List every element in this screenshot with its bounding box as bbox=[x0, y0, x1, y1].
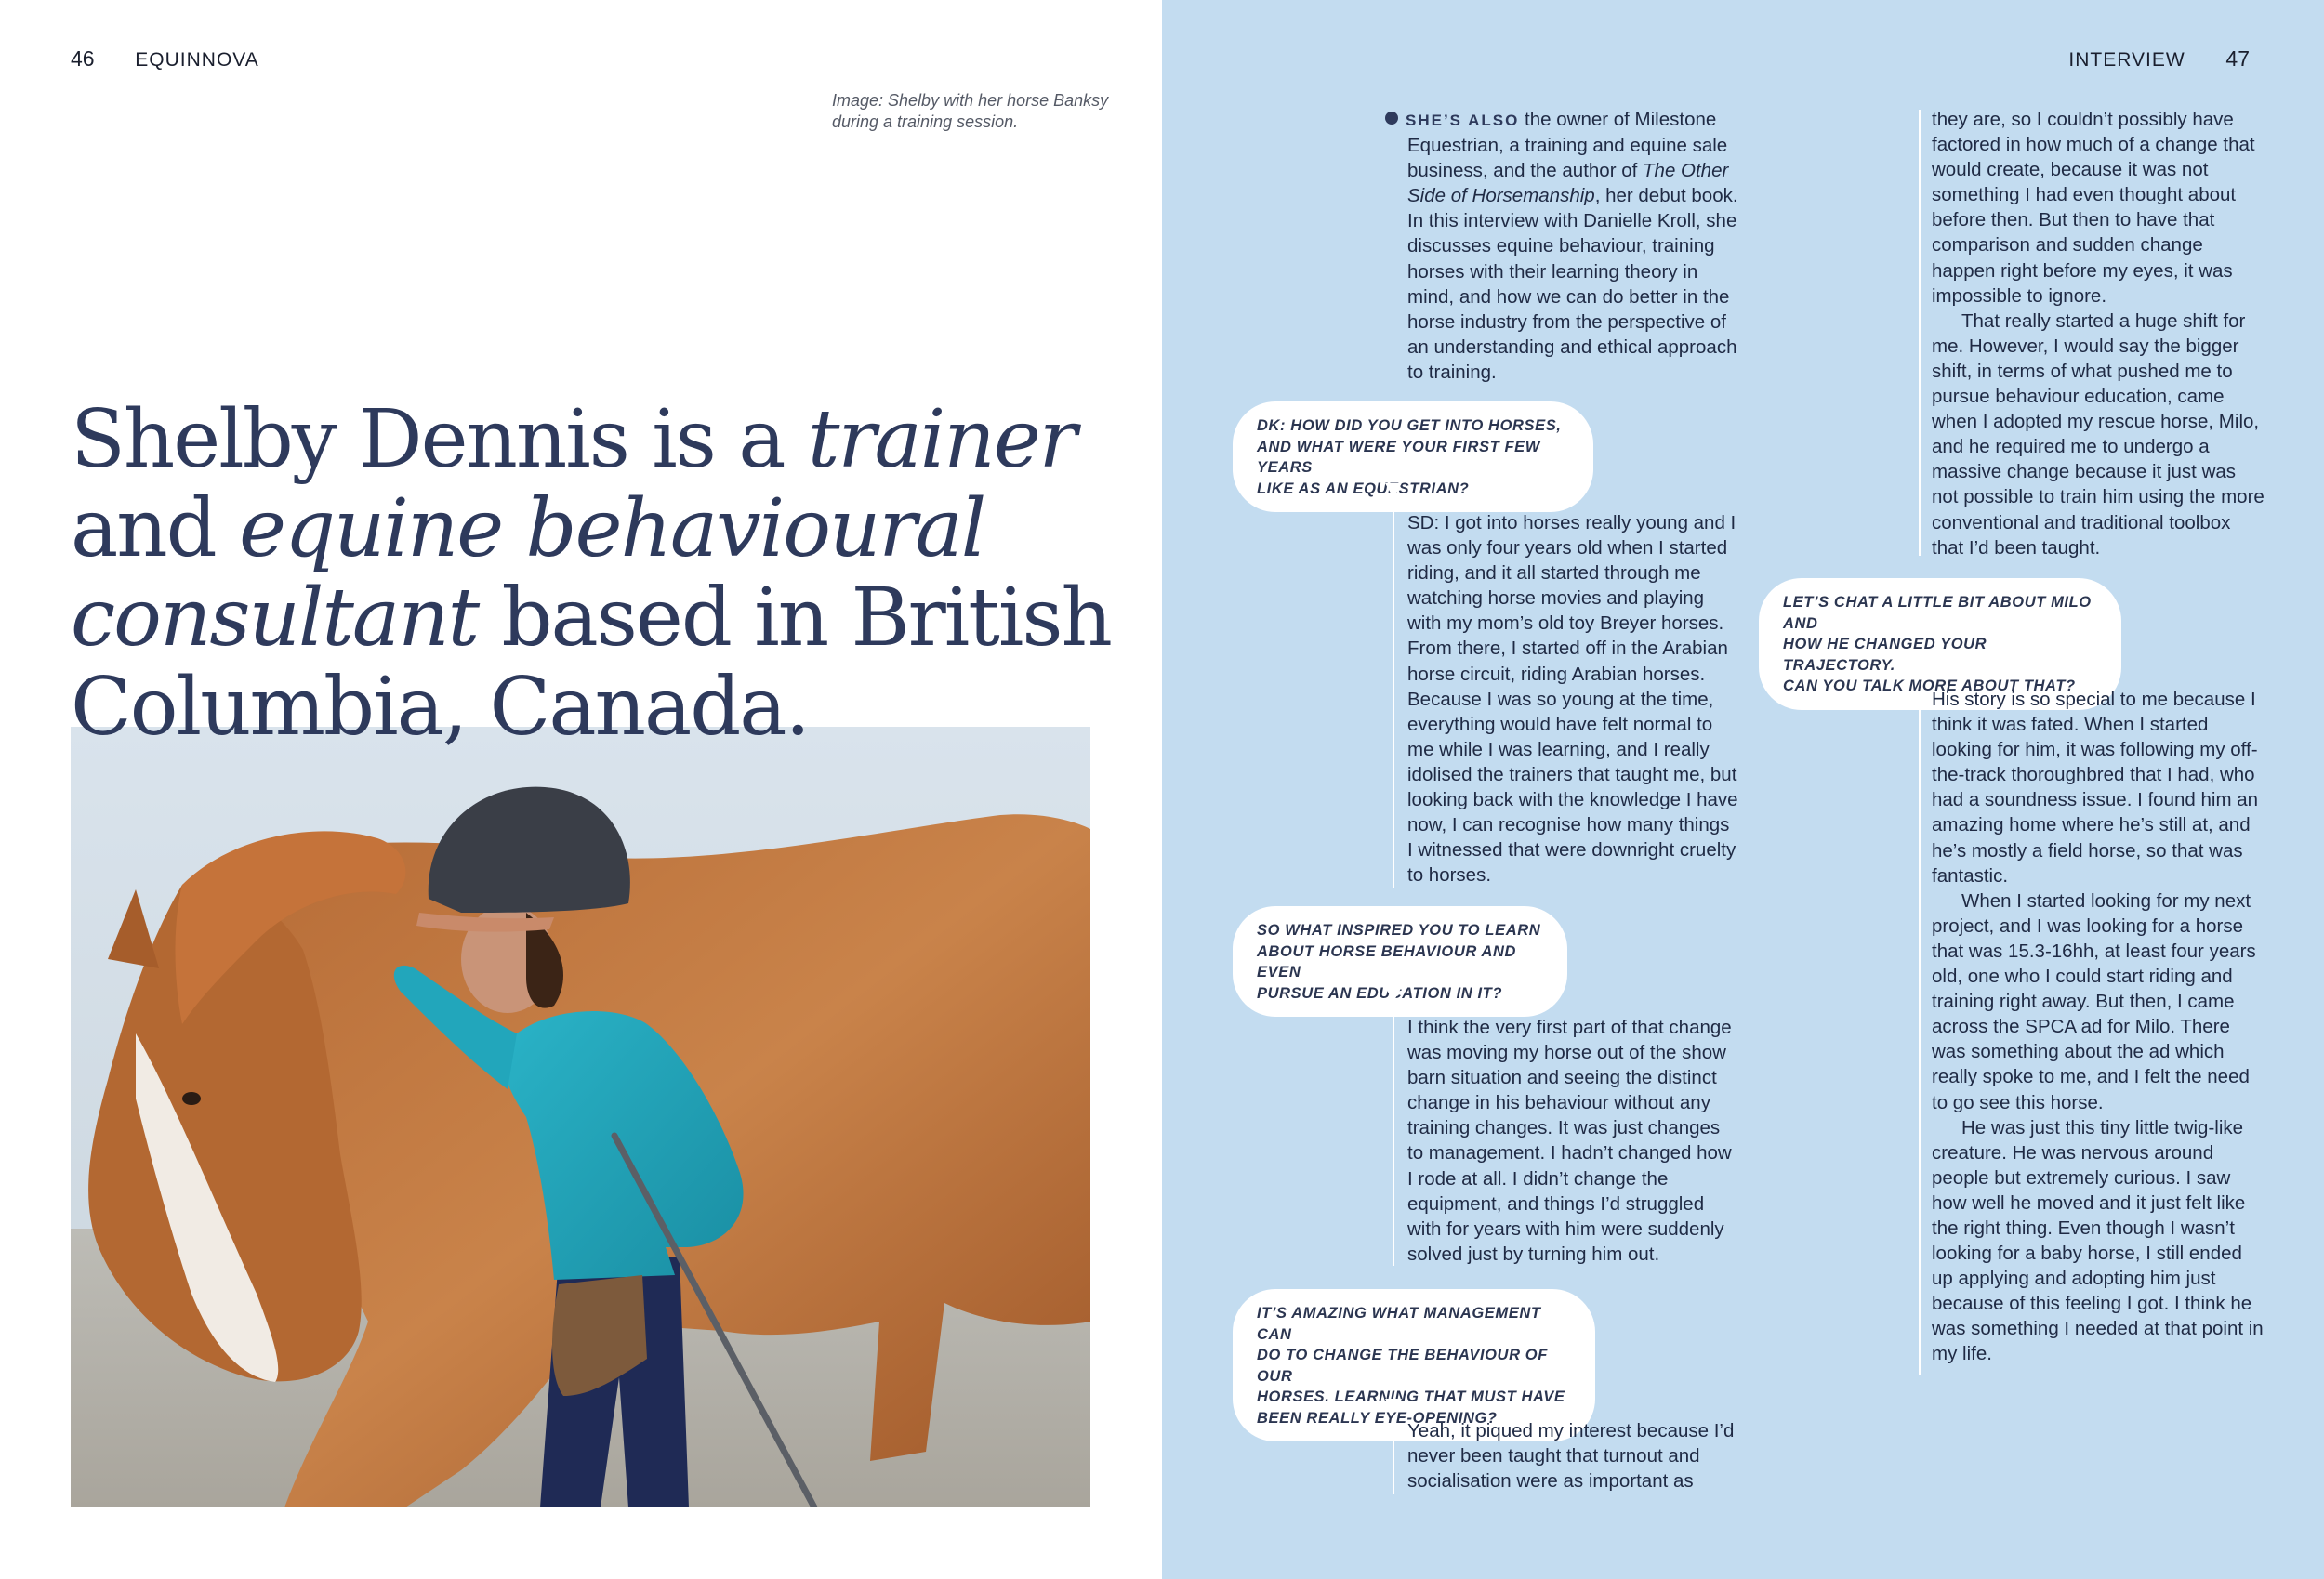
answer-1 bbox=[1407, 510, 1738, 888]
answer-4-paragraph-3: He was just this tiny little twig-like creature. He was nervous around people but extremely curious. I saw how well he moved and it just felt like the right thing. Even though I wasn’t looking for a baby horse, I still ended up applying and adopting him just because of this feeling I got. I think he was something I needed at that point in my life. bbox=[1932, 1116, 2264, 1365]
intro-text-2: , her debut book. In this interview with Danielle Kroll, she discusses equine behaviour, training horses with their learning theory in mind, and how we can do better in the horse industry from the perspective of an understanding and ethical approach to training. bbox=[1407, 185, 1738, 383]
answer-3-continued bbox=[1932, 107, 2266, 560]
column-2-top-rule bbox=[1919, 110, 1921, 556]
right-page-number: 47 bbox=[2225, 46, 2250, 71]
headline-part-1: Shelby Dennis is a bbox=[71, 393, 808, 486]
headline bbox=[71, 395, 1121, 752]
question-2-text: SO WHAT INSPIRED YOU TO LEARN ABOUT HORSE BEHAVIOUR AND EVEN PURSUE AN EDUCATION IN IT? bbox=[1257, 922, 1541, 1002]
question-3-tail bbox=[1385, 1399, 1402, 1414]
horse-trainer-photo bbox=[71, 727, 1090, 1507]
question-3-text: IT’S AMAZING WHAT MANAGEMENT CAN DO TO CHANGE THE BEHAVIOUR OF OUR HORSES. LEARNING THAT MUST HAVE BEEN REALLY EYE-OPENING? bbox=[1257, 1305, 1565, 1427]
answer-4-paragraph-1: His story is so special to me because I think it was fated. When I started looking for him, it was following my off-the-track thoroughbred that I had, who had a soundness issue. I found him an amazing home where he’s still at, and he’s mostly a field horse, so that was fantastic. bbox=[1932, 689, 2259, 887]
left-folio bbox=[71, 46, 259, 72]
answer-4-paragraph-2: When I started looking for my next project, and I was looking for a horse that was 15.3-16hh, at least four years old, one who I could start riding and training right away. But then, I came across the SPCA ad for Milo. There was something about the ad which really spoke to me, and I felt the need to go see this horse. bbox=[1932, 889, 2256, 1113]
headline-part-3: based in British Columbia, Canada. bbox=[71, 572, 1111, 754]
answer-1-text: SD: I got into horses really young and I was only four years old when I started riding, and it all started through me watching horse movies and playing with my mom’s old toy Breyer horses. From there, I started off in the Arabian horse circuit, riding Arabian horses. Because I was so young at the time, everything would have felt normal to me while I was learning, and I really idolised the trainers that taught me, but looking back with the knowledge I have now, I can recognise how many things I witnessed that were downright cruelty to horses. bbox=[1407, 512, 1738, 887]
photo-caption: Image: Shelby with her horse Banksy during a training session. bbox=[832, 91, 1109, 131]
section-label: INTERVIEW bbox=[2068, 49, 2185, 71]
answer-2-text: I think the very first part of that change was moving my horse out of the show barn situation and seeing the distinct change in his behaviour without any training changes. It was just changes to management. I hadn’t changed how I rode at all. I didn’t change the equipment, and things I’d struggled with for years with him were suddenly solved just by turning him out. bbox=[1407, 1017, 1732, 1265]
question-1-text: DK: HOW DID YOU GET INTO HORSES, AND WHAT WERE YOUR FIRST FEW YEARS LIKE AS AN EQUESTRIAN? bbox=[1257, 417, 1562, 497]
question-4-tail bbox=[1911, 660, 1928, 675]
magazine-name: EQUINNOVA bbox=[135, 49, 259, 71]
left-page-number: 46 bbox=[71, 46, 95, 71]
headline-part-2: and bbox=[71, 482, 240, 575]
horse-eye bbox=[182, 1092, 201, 1105]
intro-lead-in: SHE’S ALSO bbox=[1406, 112, 1520, 129]
intro-text-1: the owner of Milestone Equestrian, a training and equine sale business, and the author of bbox=[1407, 109, 1728, 182]
question-bubble-1 bbox=[1233, 401, 1593, 512]
answer-3 bbox=[1407, 1418, 1738, 1493]
answer-3-text: Yeah, it piqued my interest because I’d never been taught that turnout and socialisation were as important as bbox=[1407, 1420, 1735, 1493]
question-2-tail bbox=[1385, 987, 1402, 1002]
answer-4-rule bbox=[1919, 660, 1921, 1375]
answer-3-continued-text: they are, so I couldn’t possibly have factored in how much of a change that would create, because it was not something I had even thought about before then. But then to have that comparison and sudden change happen right before my eyes, it was impossible to ignore. bbox=[1932, 109, 2255, 307]
answer-2 bbox=[1407, 1015, 1738, 1267]
headline-emphasis-2: equine behavioural consultant bbox=[71, 482, 985, 664]
intro-paragraph bbox=[1407, 107, 1738, 385]
headline-emphasis-1: trainer bbox=[807, 393, 1076, 486]
answer-4 bbox=[1932, 687, 2266, 1367]
answer-2-rule bbox=[1393, 987, 1394, 1266]
book-title: The Other Side of Horsemanship bbox=[1407, 160, 1729, 207]
right-folio bbox=[2068, 46, 2250, 72]
answer-1-rule bbox=[1393, 483, 1394, 888]
question-4-text: LET’S CHAT A LITTLE BIT ABOUT MILO AND HOW HE CHANGED YOUR TRAJECTORY. CAN YOU TALK MORE ABOUT THAT? bbox=[1783, 594, 2092, 694]
question-1-tail bbox=[1385, 483, 1402, 498]
answer-3-paragraph-2: That really started a huge shift for me. However, I would say the bigger shift, in terms of what pushed me to pursue behaviour education, came when I adopted my rescue horse, Milo, and he required me to undergo a massive change because it just was not possible to train him using the more conventional and traditional toolbox that I’d been taught. bbox=[1932, 309, 2265, 559]
bullet-icon bbox=[1385, 112, 1398, 125]
